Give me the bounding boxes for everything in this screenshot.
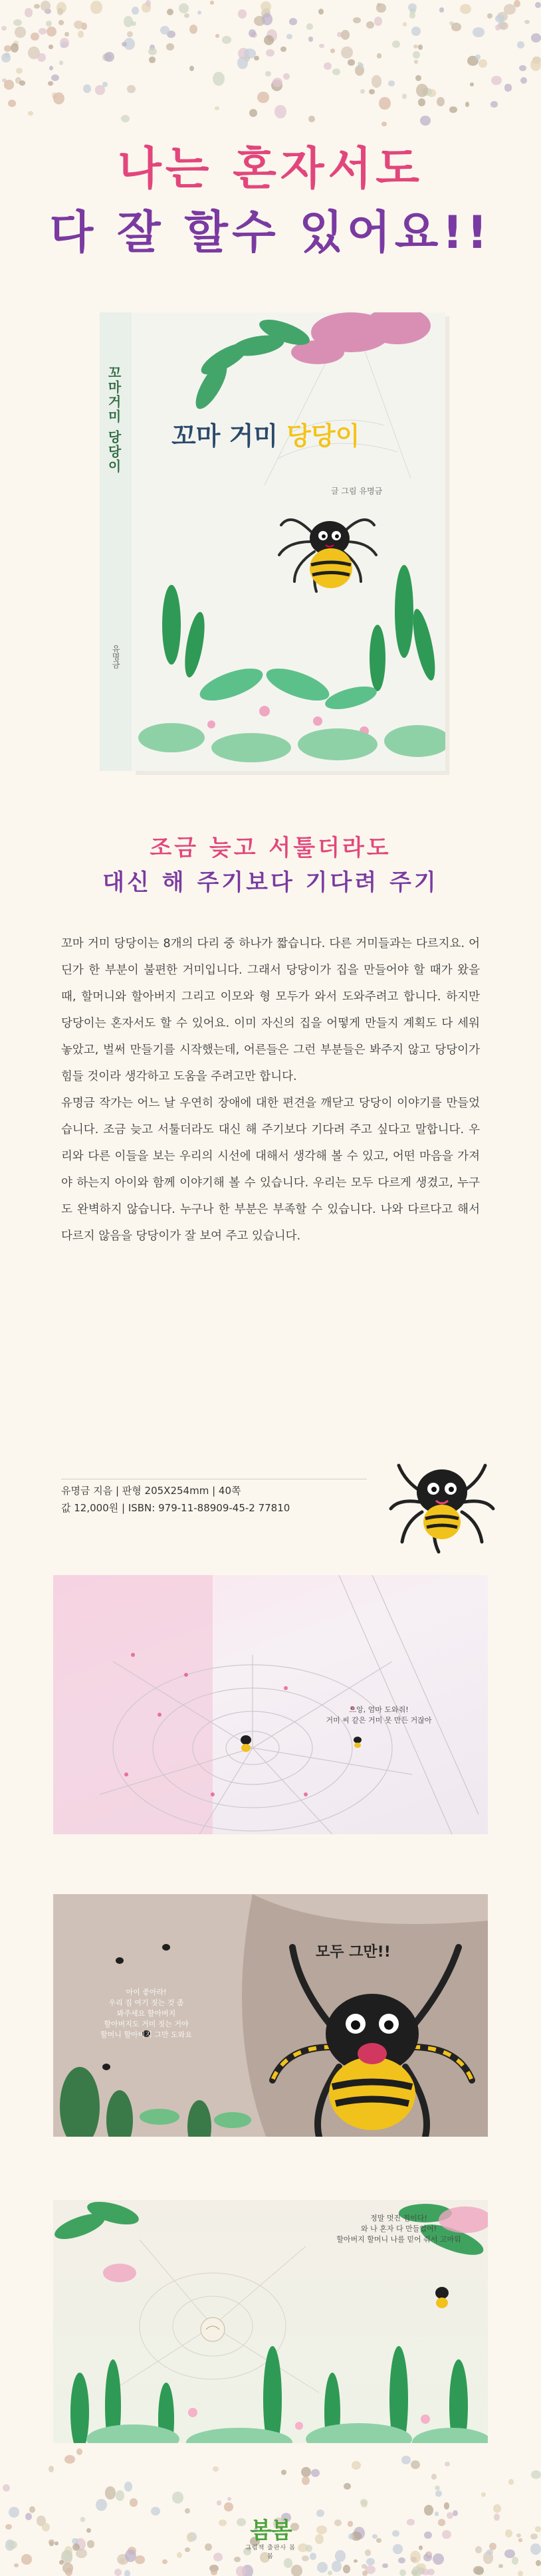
cover-title-accent: 당당이 [286,421,360,451]
confetti-dot [427,2569,434,2575]
confetti-dot [316,2525,327,2534]
confetti-dot [185,2547,190,2553]
confetti-dot [362,2564,367,2569]
confetti-dot [274,105,286,118]
confetti-dot [302,2555,309,2561]
confetti-dot [34,4,40,9]
confetti-dot [31,33,39,41]
confetti-dot [249,109,257,117]
confetti-dot [360,89,366,94]
confetti-dot [348,59,355,65]
confetti-dot [213,72,225,86]
confetti-dot [306,2545,312,2552]
panel-3-line-2: 와 나 혼자 다 만들었어! [360,2224,437,2233]
confetti-dot [213,2553,223,2562]
confetti-dot [473,27,485,37]
description-paragraph-1: 꼬마 거미 당당이는 8개의 다리 중 하나가 짧습니다. 다른 거미들과는 다르지요. 어딘가 한 부분이 불편한 거미입니다. 그래서 당당이가 집을 만들어야 할 때가 왔을 때, 할머니와 할아버지 그리고 이모와 형 모두가 와서 도와주려고 합니다. 하지만 당당이는 혼자서도 할 수 있어요. 이미 자신의 집을 어떻게 만들지 계획도 다 세워 놓았고, 벌써 만들기를 시작했는데, 어른들은 그런 부분들은 봐주지 않고 당당이가 힘들 것이라 생각하고 도움을 주려고만 합니다. [61,937,480,1083]
confetti-dot [447,2512,453,2519]
confetti-dot [58,20,64,25]
confetti-dot [530,2543,541,2555]
confetti-dot [530,2533,538,2539]
headline-line-1: 나는 혼자서도 [118,143,423,195]
subhead-line-2: 대신 해 주기보다 기다려 주기 [102,869,439,896]
confetti-dot [388,80,395,86]
panel-2-line-2: 우리 집 여기 짓는 것 좀 [108,1998,184,2007]
confetti-dot [13,19,22,27]
confetti-dot [519,65,526,71]
confetti-dot [211,2569,217,2576]
confetti-dot [324,62,331,70]
confetti-dot [102,82,107,87]
confetti-dot [42,2523,50,2531]
confetti-dot [149,56,156,63]
confetti-dot [57,8,63,15]
confetti-dot [19,80,25,85]
confetti-dot [316,2510,324,2517]
panel-2-line-5: 할머니 할아버지 그만 도와요 [100,2030,192,2039]
confetti-dot [3,2484,10,2492]
confetti-header [0,0,541,126]
confetti-dot [465,102,469,106]
confetti-dot [470,82,474,86]
confetti-dot [197,11,201,15]
confetti-dot [435,2490,442,2497]
confetti-dot [343,2565,350,2573]
confetti-dot [25,8,33,17]
confetti-dot [435,2486,440,2490]
confetti-dot [369,89,375,94]
spider-figure [279,520,376,591]
confetti-dot [64,32,69,37]
cover-meta [331,485,382,497]
confetti-dot [87,2540,95,2548]
confetti-dot [266,49,274,56]
confetti-dot [372,2534,378,2538]
confetti-dot [481,2492,486,2497]
confetti-dot [437,97,445,106]
confetti-dot [104,52,114,62]
confetti-dot [453,2510,458,2516]
confetti-dot [344,2483,351,2490]
confetti-dot [16,68,23,74]
confetti-dot [392,2530,399,2537]
confetti-dot [310,2553,316,2559]
confetti-dot [8,2541,17,2549]
confetti-dot [518,2538,522,2541]
confetti-dot [46,21,52,27]
confetti-dot [146,0,151,6]
confetti-dot [289,18,297,25]
confetti-dot [172,2492,183,2504]
confetti-dot [359,63,364,68]
confetti-dot [47,27,56,37]
confetti-dot [449,106,457,113]
confetti-dot [328,2571,333,2575]
confetti-dot [166,43,174,51]
confetti-dot [215,106,220,110]
book-info-line-1: 유명금 지음 | 판형 205X254mm | 40쪽 [61,1485,241,1497]
panel-2-line-4: 할아버지도 거미 짓는 거야 [104,2020,189,2028]
confetti-dot [49,2466,54,2472]
confetti-dot [512,2557,518,2565]
confetti-dot [64,2455,75,2464]
confetti-dot [291,2565,302,2576]
confetti-dot [393,2544,402,2554]
confetti-dot [341,47,352,58]
confetti-dot [348,2521,354,2527]
confetti-dot [439,7,444,13]
confetti-dot [65,2568,72,2576]
confetti-dot [535,2526,541,2531]
confetti-dot [413,51,419,59]
confetti-dot [479,59,487,68]
confetti-dot [420,116,431,126]
confetti-dot [518,2571,523,2576]
headline-line-2: 다 잘 할수 있어요!! [49,207,492,259]
confetti-dot [54,2541,59,2545]
confetti-dot [49,66,53,70]
confetti-dot [504,84,512,91]
confetti-dot [283,73,290,79]
confetti-dot [78,31,84,38]
confetti-dot [1,53,11,62]
book-description [61,930,480,1249]
confetti-dot [332,2561,342,2572]
confetti-dot [28,111,33,115]
spine-author: 유명금 [111,645,120,669]
confetti-dot [475,2546,482,2553]
confetti-dot [535,2,541,8]
confetti-dot [379,97,391,110]
illustration-panel-2 [53,1894,488,2137]
confetti-dot [90,1,102,14]
panel-3-line-1: 정말 멋진 집이다! [370,2214,427,2222]
small-spider-2 [354,1737,362,1748]
confetti-dot [493,2504,502,2513]
confetti-dot [412,2566,422,2576]
confetti-dot [311,2469,320,2477]
confetti-dot [76,2448,82,2455]
confetti-dot [399,2569,406,2576]
confetti-dot [189,66,194,71]
confetti-dot [531,2470,541,2478]
confetti-dot [330,49,336,53]
confetti-dot [401,2456,411,2464]
confetti-dot [362,2571,368,2576]
confetti-dot [530,58,541,71]
confetti-dot [160,26,169,35]
small-spider-1 [241,1735,251,1752]
confetti-dot [257,92,269,104]
confetti-dot [409,12,415,19]
confetti-dot [224,2502,234,2512]
confetti-dot [29,2506,35,2514]
confetti-dot [130,2498,138,2506]
confetti-dot [122,42,126,47]
confetti-dot [217,2500,221,2505]
confetti-dot [376,3,387,13]
confetti-dot [301,2467,311,2478]
panel-1-line-1: 으앙, 엄마 도와줘! [349,1705,409,1714]
confetti-dot [372,75,381,87]
confetti-dot [302,2476,310,2485]
confetti-dot [236,2566,246,2576]
confetti-dot [504,2549,514,2559]
confetti-dot [418,45,423,50]
book-info-line-2: 값 12,000원 | ISBN: 979-11-88909-45-2 77810 [61,1502,290,1514]
book-info [61,1482,407,1517]
confetti-dot [366,21,374,29]
confetti-dot [308,37,314,41]
confetti-dot [281,2470,286,2475]
confetti-dot [411,2460,420,2469]
confetti-dot [48,81,53,86]
confetti-dot [83,84,91,93]
confetti-dot [424,2531,432,2539]
confetti-dot [475,54,480,60]
confetti-dot [187,2533,195,2541]
confetti-dot [419,2545,423,2551]
panel-2-shout: 모두 그만!! [316,1944,391,1961]
confetti-dot [135,2555,145,2565]
confetti-dot [227,2497,231,2501]
book-front [132,312,445,771]
confetti-dot [308,116,315,122]
panel-2-line-3: 봐주세요 할아버지 [116,2009,176,2018]
confetti-dot [148,48,157,56]
confetti-dot [418,98,425,106]
confetti-dot [124,16,134,27]
confetti-dot [487,13,493,19]
confetti-dot [264,35,274,45]
confetti-dot [490,101,498,108]
confetti-dot [376,2538,381,2543]
confetti-dot [415,75,421,81]
illustration-panel-1 [53,1575,488,1834]
cover-title-main: 꼬마 거미 [171,421,287,451]
confetti-dot [504,4,516,14]
confetti-dot [489,2543,496,2551]
confetti-dot [374,17,382,26]
confetti-dot [124,2570,130,2576]
confetti-dot [8,100,16,107]
panel-3-line-3: 할아버지 할머니 나를 믿어 줘서 고마워 [336,2235,461,2244]
confetti-dot [60,44,65,48]
confetti-dot [272,78,283,86]
confetti-dot [49,2539,54,2545]
confetti-dot [460,4,471,14]
confetti-dot [59,2560,64,2565]
cover-meta-label-text: 글 [331,486,339,496]
confetti-dot [51,74,59,81]
confetti-dot [438,2519,445,2526]
confetti-dot [21,2554,33,2565]
confetti-dot [59,60,63,65]
confetti-dot [444,2502,450,2510]
confetti-dot [37,53,46,62]
confetti-dot [520,77,527,84]
confetti-dot [114,2569,122,2576]
confetti-dot [127,31,133,38]
confetti-dot [15,27,27,38]
confetti-dot [427,2551,432,2556]
confetti-dot [184,13,189,18]
confetti-dot [76,2549,87,2558]
confetti-dot [377,53,381,58]
panel-1-dialogue [319,1705,439,1726]
confetti-dot [39,28,47,35]
confetti-dot [9,2507,19,2518]
confetti-dot [411,27,421,37]
confetti-dot [499,22,508,30]
confetti-dot [451,23,461,31]
confetti-dot [494,2514,500,2521]
book-spine [100,312,132,771]
confetti-dot [265,71,271,77]
cover-meta-label-illust: 그림 [341,486,357,496]
confetti-dot [215,34,219,37]
confetti-dot [365,2549,371,2555]
confetti-dot [177,2552,182,2559]
confetti-dot [49,45,54,49]
panel-1-line-2: 거미 씨 같은 거미 못 만든 거잖아 [326,1716,432,1725]
confetti-dot [179,3,189,13]
confetti-dot [127,85,136,94]
confetti-dot [516,2533,521,2537]
confetti-dot [262,13,272,25]
confetti-dot [280,47,286,53]
confetti-dot [234,2557,241,2562]
confetti-dot [286,34,292,39]
confetti-dot [335,2550,346,2561]
confetti-dot [185,2508,190,2514]
confetti-dot [53,92,64,104]
cover-illustration [132,312,445,771]
confetti-dot [382,2563,387,2568]
cover-title [171,415,360,452]
confetti-dot [14,2563,19,2567]
confetti-dot [353,17,360,24]
confetti-dot [402,94,407,99]
confetti-dot [491,76,502,85]
confetti-dot [392,41,400,49]
confetti-dot [96,2499,107,2511]
confetti-dot [162,2559,167,2565]
confetti-dot [505,2529,512,2537]
confetti-dot [4,80,14,89]
cover-meta-author: 유명금 [359,486,383,496]
confetti-dot [237,56,248,69]
confetti-dot [80,2517,85,2522]
description-paragraph-2: 유명금 작가는 어느 날 우연히 장애에 대한 편견을 깨닫고 당당이 이야기를 만들었습니다. 조금 늦고 서툴더라도 대신 해 주기보다 기다려 주고 싶다고 말합니다. 우리와 다른 이들을 보는 우리의 시선에 대해서 생각해 볼 수 있고, 어떤 마음을 가져야 하는지 아이와 함께 이야기해 볼 수 있습니다. 우리는 모두 다르게 생겼고, 누구도 완벽하지 않습니다. 누구나 한 부분은 부족할 수 있습니다. 나와 다르다고 해서 다르지 않음을 당당이가 잘 보여 주고 있습니다. [61,1097,480,1243]
confetti-dot [25,2513,32,2520]
confetti-dot [442,2530,451,2539]
confetti-dot [366,2558,375,2565]
confetti-dot [424,2505,433,2516]
confetti-dot [249,29,256,38]
confetti-dot [408,3,417,11]
confetti-dot [210,1,214,4]
confetti-dot [508,2479,514,2485]
confetti-dot [86,2528,91,2533]
confetti-dot [315,2534,324,2544]
confetti-dot [435,2512,439,2516]
confetti-dot [306,23,313,30]
confetti-dot [414,60,419,64]
confetti-dot [219,2520,227,2526]
confetti-dot [151,2507,160,2516]
panel-2-dialogue [93,1987,199,2040]
confetti-dot [445,2462,449,2467]
panel-2-line-1: 아이 좋아라! [126,1988,167,1996]
confetti-dot [205,2543,212,2551]
confetti-dot [524,20,530,25]
confetti-dot [132,7,138,15]
confetti-dot [352,2461,361,2470]
confetti-dot [213,2466,219,2471]
confetti-dot [517,41,525,49]
confetti-dot [317,2562,327,2573]
confetti-dot [334,2520,342,2526]
confetti-dot [473,2566,483,2575]
publisher-name: 그림책 출판사 봄봄 [245,2545,296,2560]
confetti-dot [121,115,130,122]
confetti-dot [531,33,541,43]
confetti-dot [403,22,407,27]
confetti-dot [244,49,256,58]
confetti-dot [238,9,247,18]
publisher-logo [244,2519,297,2560]
confetti-dot [167,9,173,16]
confetti-dot [398,2557,405,2563]
confetti-dot [381,122,386,126]
confetti-dot [319,44,324,49]
confetti-dot [318,9,324,15]
confetti-dot [5,2524,12,2529]
confetti-dot [341,30,350,40]
confetti-dot [11,43,19,53]
panel-3-dialogue [332,2213,465,2245]
confetti-dot [416,84,428,97]
publisher-mark: 봄봄 [250,2518,291,2544]
confetti-dot [407,2519,415,2525]
spider-character-icon [385,1455,498,1555]
confetti-dot [332,68,340,75]
confetti-dot [189,25,197,34]
confetti-dot [433,2553,444,2565]
confetti-dot [1,26,6,31]
confetti-dot [222,36,231,44]
illustration-panel-3 [53,2200,488,2452]
confetti-dot [431,2474,437,2480]
confetti-dot [116,2490,124,2501]
confetti-dot [105,2486,116,2499]
confetti-dot [124,2482,133,2491]
spine-title: 꼬마거미 당당이 [106,366,122,474]
confetti-dot [354,2559,358,2563]
confetti-dot [41,1,51,11]
subhead-line-1: 조금 늦고 서툴더라도 [150,835,391,861]
confetti-dot [498,2564,503,2568]
confetti-dot [536,2560,541,2566]
book-cover [100,312,445,771]
confetti-dot [413,45,418,49]
